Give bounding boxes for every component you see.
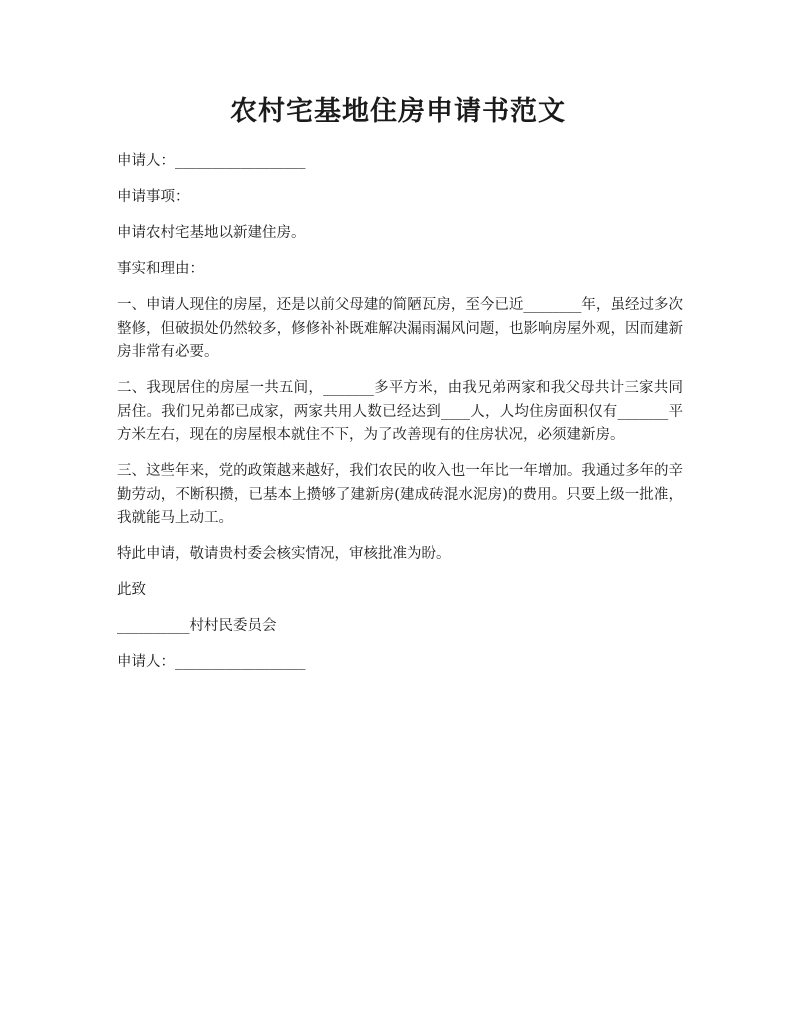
- document-title: 农村宅基地住房申请书范文: [230, 96, 566, 127]
- reason-paragraph-1: 一、申请人现住的房屋，还是以前父母建的简陋瓦房，至今已近________年，虽经过多次整修，但破损处仍然较多，修修补补既难解决漏雨漏风问题，也影响房屋外观，因而建新房非常有必要。: [117, 297, 683, 360]
- reason-paragraph-3: 三、这些年来，党的政策越来越好，我们农民的收入也一年比一年增加。我通过多年的辛勤劳动，不断积攒，已基本上攒够了建新房(建成砖混水泥房)的费用。只要上级一批准，我就能马上动工。: [117, 463, 683, 526]
- recipient-line: __________村村民委员会: [117, 618, 277, 634]
- document-body: [117, 150, 683, 687]
- reason-heading: 事实和理由：: [117, 261, 204, 277]
- matter-text: 申请农村宅基地以新建住房。: [117, 225, 306, 241]
- closing-request: 特此申请，敬请贵村委会核实情况，审核批准为盼。: [117, 546, 451, 562]
- reason-paragraph-2: 二、我现居住的房屋一共五间，_______多平方米，由我兄弟两家和我父母共计三家共同居住。我们兄弟都已成家，两家共用人数已经达到____人，人均住房面积仅有_______平方米左右，现在的房屋根本就住不下，为了改善现有的住房状况，必须建新房。: [117, 380, 683, 443]
- applicant-line: 申请人：__________________: [117, 153, 306, 169]
- signature-line: 申请人：__________________: [117, 654, 306, 670]
- salutation: 此致: [117, 582, 146, 598]
- matter-heading: 申请事项：: [117, 189, 190, 205]
